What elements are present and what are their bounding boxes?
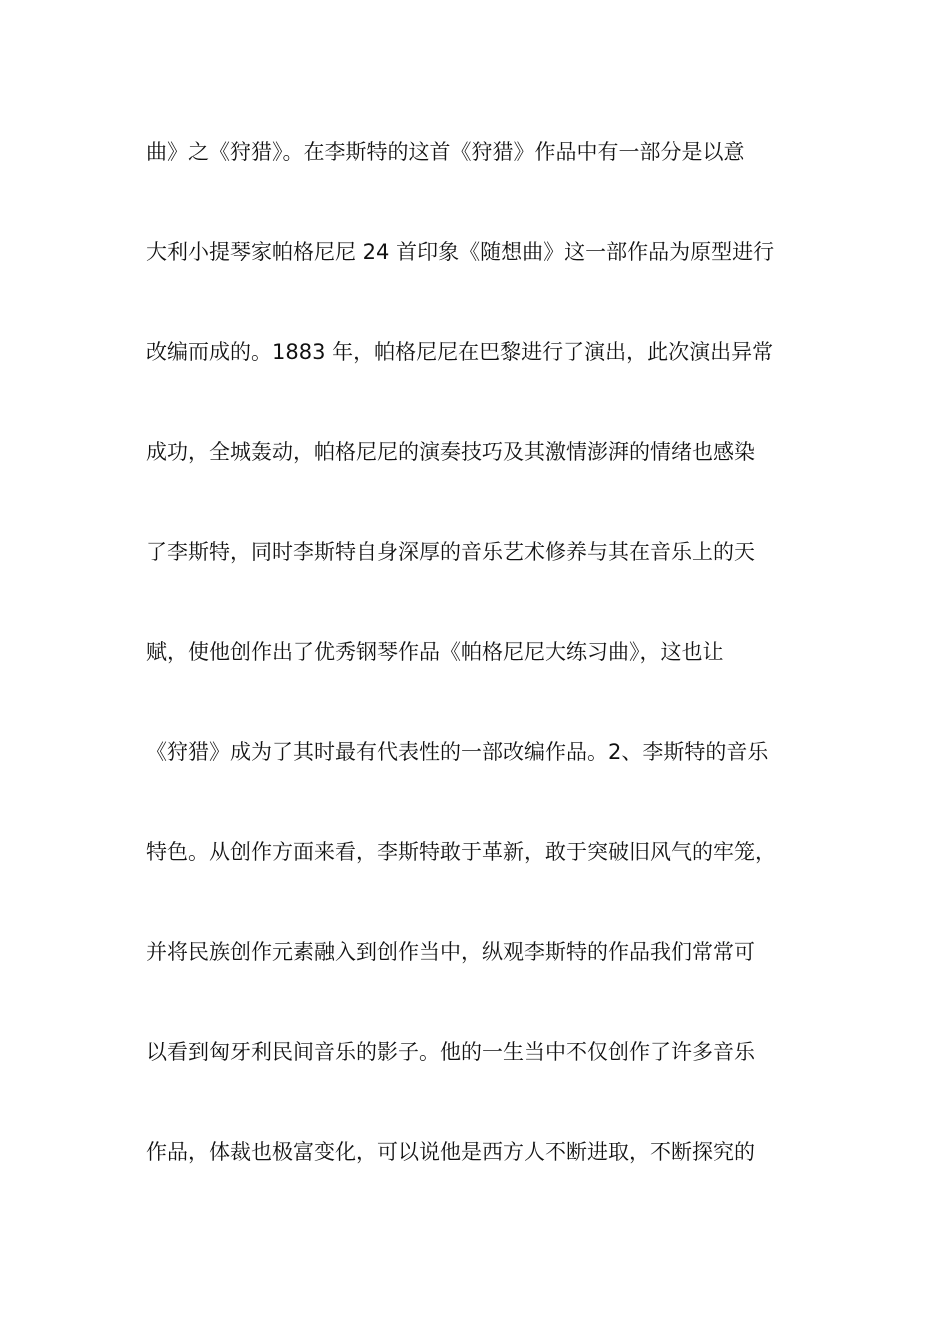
text-line: 《狩猎》成为了其时最有代表性的一部改编作品。2、李斯特的音乐 [146,740,769,764]
text-line: 作品，体裁也极富变化，可以说他是西方人不断进取，不断探究的 [146,1140,755,1164]
text-line: 并将民族创作元素融入到创作当中，纵观李斯特的作品我们常常可 [146,940,755,964]
text-line: 赋，使他创作出了优秀钢琴作品《帕格尼尼大练习曲》，这也让 [146,640,724,664]
body-text [146,128,826,1228]
text-line: 成功，全城轰动，帕格尼尼的演奏技巧及其激情澎湃的情绪也感染 [146,440,755,464]
text-line: 曲》之《狩猎》。在李斯特的这首《狩猎》作品中有一部分是以意 [146,140,745,164]
text-line: 改编而成的。1883 年，帕格尼尼在巴黎进行了演出，此次演出异常 [146,340,774,364]
text-line: 大利小提琴家帕格尼尼 24 首印象《随想曲》这一部作品为原型进行 [146,240,775,264]
text-line: 特色。从创作方面来看，李斯特敢于革新，敢于突破旧风气的牢笼， [146,840,776,864]
text-line: 了李斯特，同时李斯特自身深厚的音乐艺术修养与其在音乐上的天 [146,540,755,564]
text-line: 以看到匈牙利民间音乐的影子。他的一生当中不仅创作了许多音乐 [146,1040,755,1064]
